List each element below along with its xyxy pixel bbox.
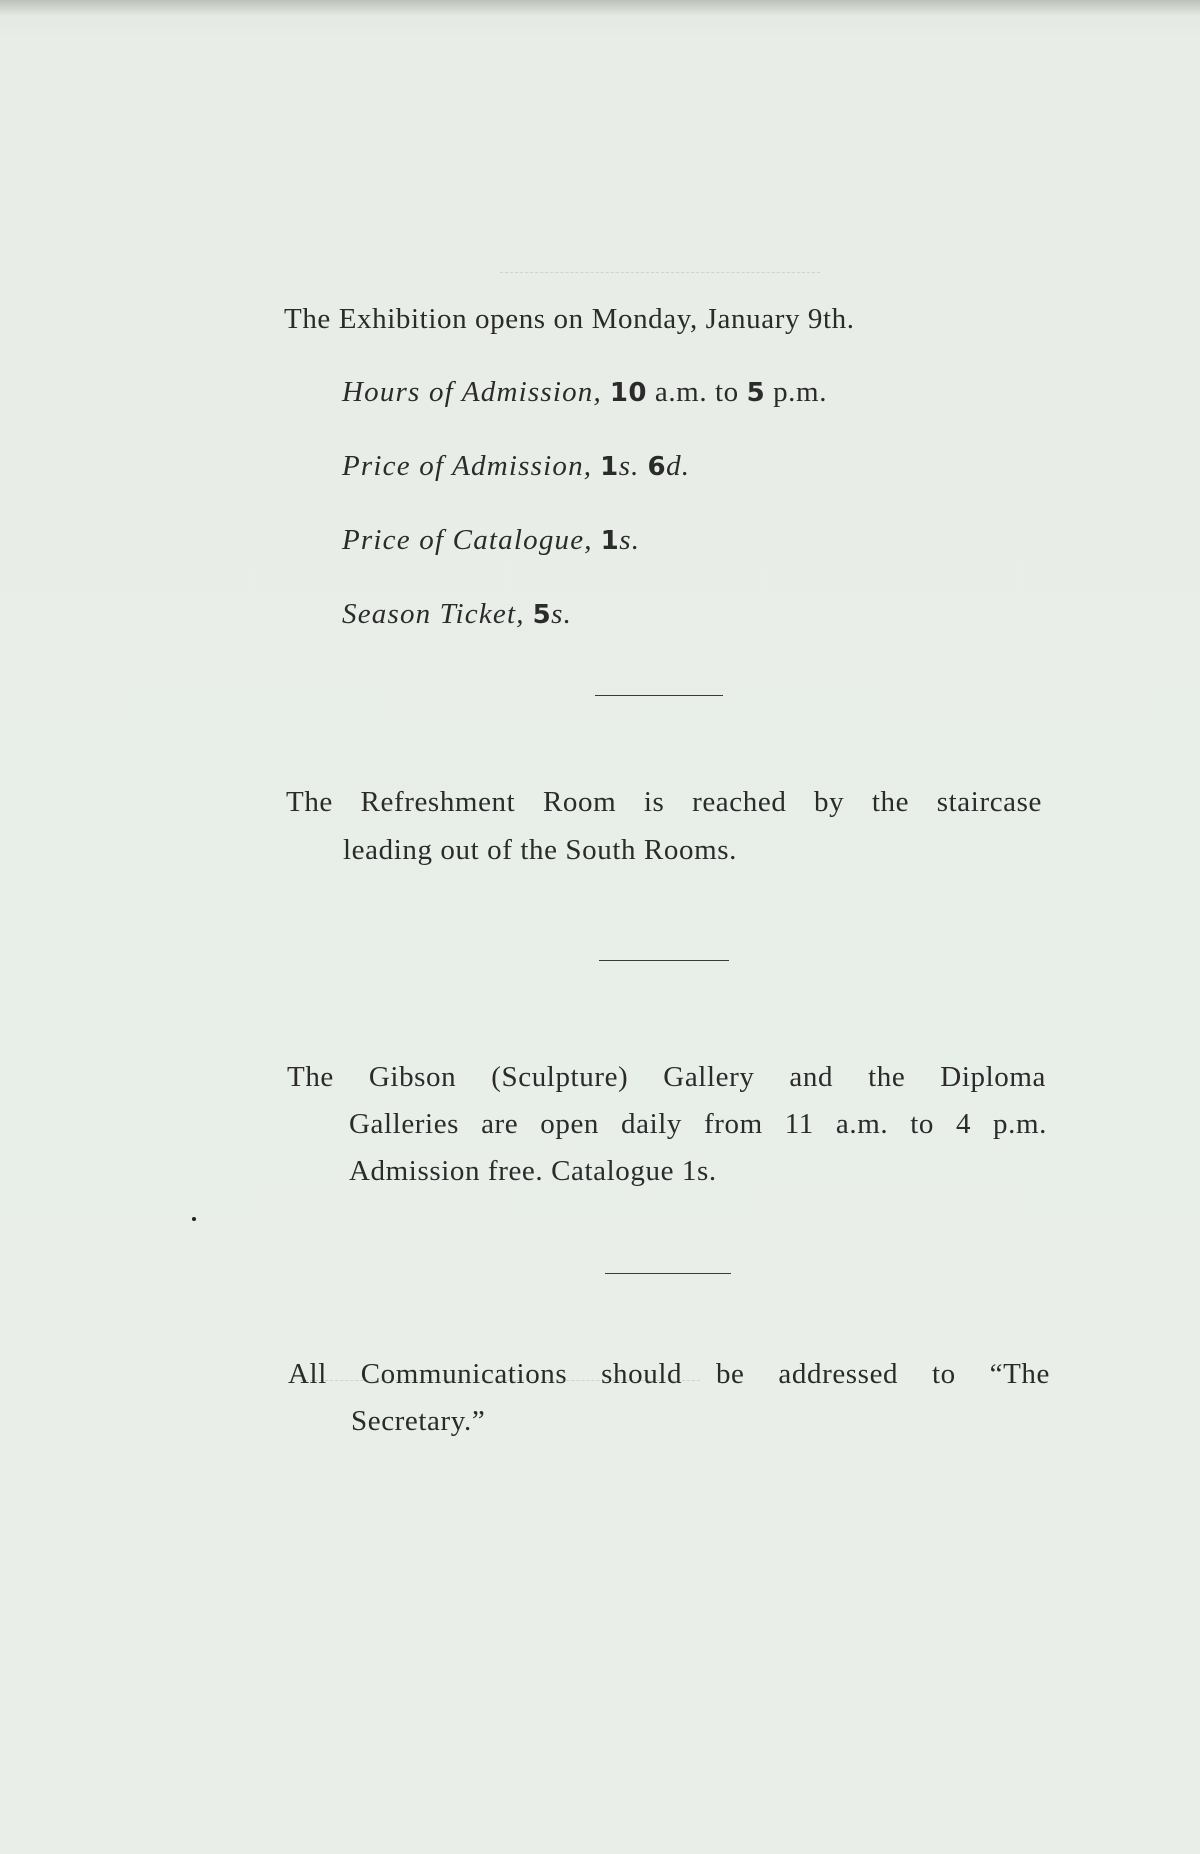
hours-from-value: 10 <box>609 378 647 408</box>
section-divider <box>599 960 729 961</box>
exhibition-opening-line: The Exhibition opens on Monday, January 9th. <box>284 303 855 335</box>
communications-line-1: All Communications should be addressed to “The <box>288 1358 1050 1390</box>
refreshment-room-line-2: leading out of the South Rooms. <box>343 834 737 866</box>
hours-label: Hours of Admission, <box>342 376 602 408</box>
season-ticket-value: 5 <box>532 600 552 630</box>
price-admission-label: Price of Admission, <box>342 450 593 482</box>
catalogue-price-value: 1 <box>600 526 620 556</box>
price-pence-value: 6 <box>647 452 667 482</box>
season-ticket-label: Season Ticket, <box>342 598 525 630</box>
communications-line-2: Secretary.” <box>351 1405 486 1437</box>
price-shillings-unit: s. <box>618 450 640 482</box>
refreshment-room-line-1: The Refreshment Room is reached by the staircase <box>286 786 1042 818</box>
galleries-line-2: Galleries are open daily from 11 a.m. to 4 p.m. <box>349 1108 1047 1140</box>
season-ticket-unit: s. <box>551 598 573 630</box>
price-of-admission-line <box>342 449 690 484</box>
price-shillings-value: 1 <box>600 452 619 482</box>
ink-speck <box>192 1217 196 1221</box>
paper-edge-shadow <box>0 0 1200 16</box>
galleries-line-1: The Gibson (Sculpture) Gallery and the Diploma <box>287 1061 1046 1093</box>
section-divider <box>605 1273 731 1274</box>
section-divider <box>595 695 723 696</box>
catalogue-label: Price of Catalogue, <box>342 524 593 556</box>
catalogue-price-unit: s. <box>619 524 641 556</box>
hours-to-unit: p.m. <box>765 376 828 408</box>
hours-from-unit: a.m. to <box>647 376 747 408</box>
show-through-trace <box>500 272 820 273</box>
galleries-line-3: Admission free. Catalogue 1s. <box>349 1155 717 1187</box>
hours-to-value: 5 <box>746 378 766 408</box>
hours-of-admission-line <box>342 375 827 410</box>
price-pence-unit: d. <box>666 450 691 482</box>
price-of-catalogue-line <box>342 523 640 558</box>
season-ticket-line <box>342 597 572 632</box>
